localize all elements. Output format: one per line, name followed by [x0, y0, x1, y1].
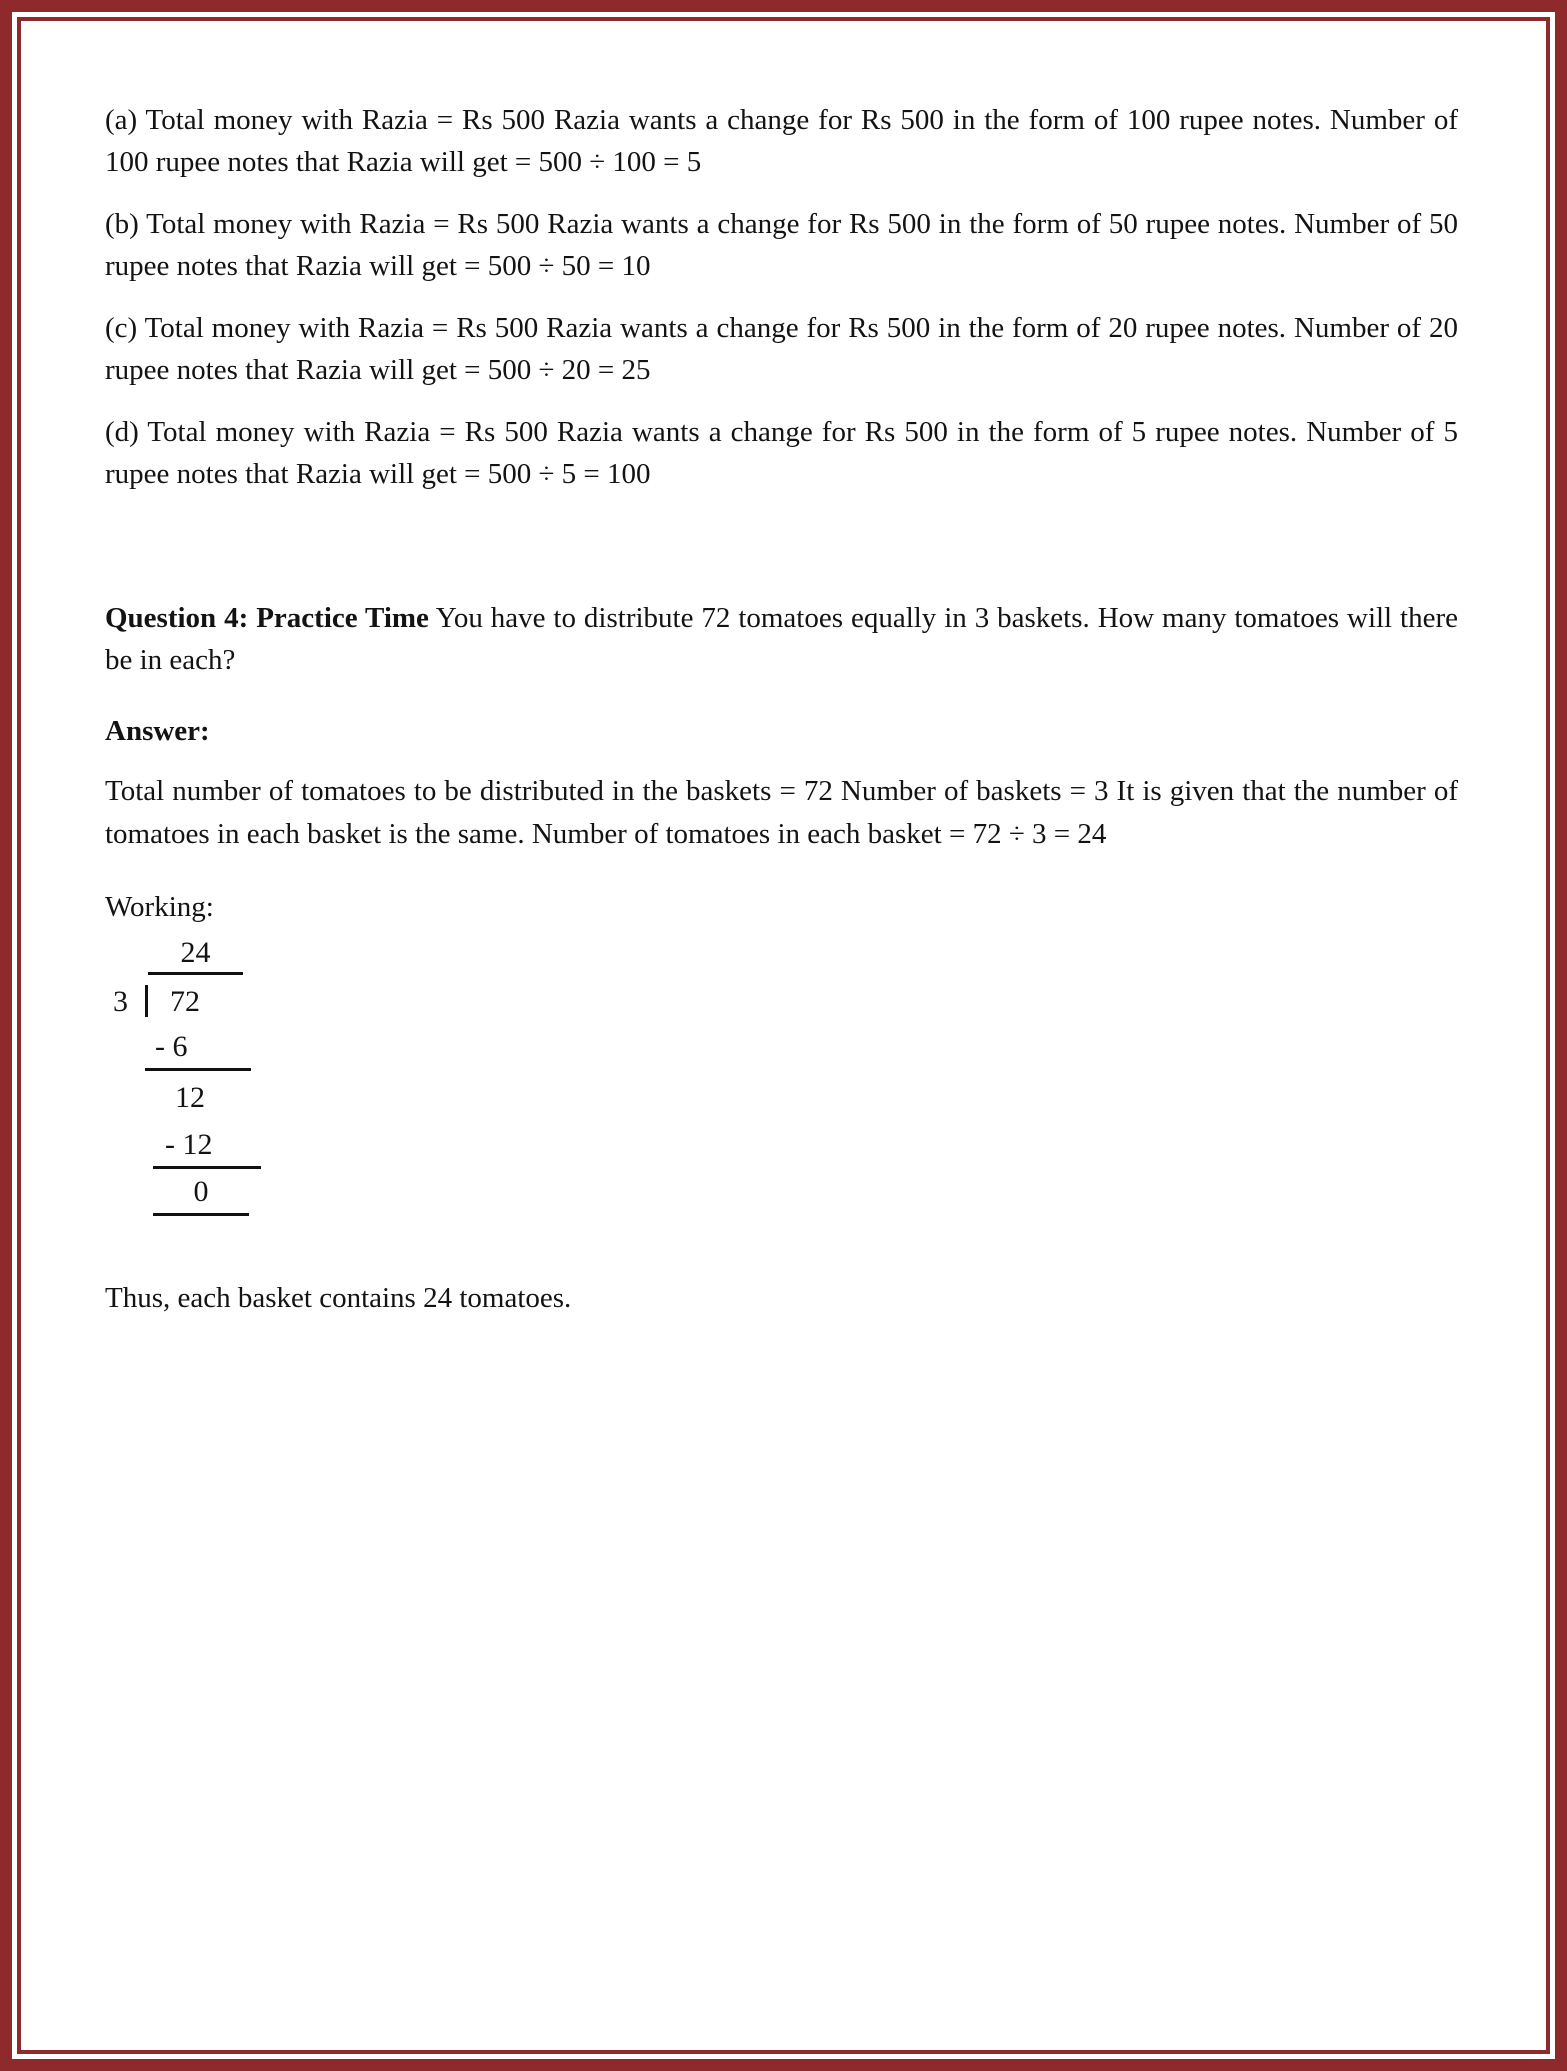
division-quotient: 24	[148, 938, 243, 975]
division-partial-1: 12	[175, 1080, 205, 1114]
answer-label: Answer:	[105, 715, 210, 748]
division-partial-row-1	[113, 1079, 1458, 1126]
division-quotient-row	[113, 935, 1458, 985]
division-subtract-row-1	[113, 1029, 1458, 1079]
long-division	[113, 935, 1458, 1220]
division-subtract-2: - 12	[153, 1126, 261, 1169]
question-text: You have to distribute 72 tomatoes equally in 3 baskets. How many tomatoes will there be in each?	[105, 602, 1458, 677]
division-subtract-1: - 6	[145, 1032, 251, 1071]
page-frame	[17, 17, 1550, 2054]
question-paragraph	[105, 597, 1458, 681]
division-remainder: 0	[153, 1173, 249, 1216]
answer-paragraph: Total number of tomatoes to be distributed in the baskets = 72 Number of baskets = 3 It is given that the number of tomatoes in each basket is the same. Number of tomatoes in each basket = 72 ÷ 3 = 24	[105, 775, 1458, 850]
question-label: Question 4: Practice Time	[105, 602, 429, 635]
solution-paragraph-a: (a) Total money with Razia = Rs 500 Razia wants a change for Rs 500 in the form of 100 rupee notes. Number of 100 rupee notes that Razia will get = 500 ÷ 100 = 5	[105, 104, 1458, 179]
division-remainder-row	[113, 1173, 1458, 1220]
working-label: Working:	[105, 890, 214, 923]
solution-paragraph-d: (d) Total money with Razia = Rs 500 Razia wants a change for Rs 500 in the form of 5 rupee notes. Number of 5 rupee notes that Razia will get = 500 ÷ 5 = 100	[105, 416, 1458, 491]
division-dividend: 72	[145, 985, 242, 1017]
solution-paragraph-b: (b) Total money with Razia = Rs 500 Razia wants a change for Rs 500 in the form of 50 rupee notes. Number of 50 rupee notes that Razia will get = 500 ÷ 50 = 10	[105, 208, 1458, 283]
division-divisor: 3	[113, 984, 128, 1018]
solution-paragraph-c: (c) Total money with Razia = Rs 500 Razia wants a change for Rs 500 in the form of 20 rupee notes. Number of 20 rupee notes that Razia will get = 500 ÷ 20 = 25	[105, 312, 1458, 387]
division-subtract-row-2	[113, 1126, 1458, 1173]
conclusion-paragraph: Thus, each basket contains 24 tomatoes.	[105, 1281, 572, 1314]
division-dividend-row	[113, 985, 1458, 1032]
